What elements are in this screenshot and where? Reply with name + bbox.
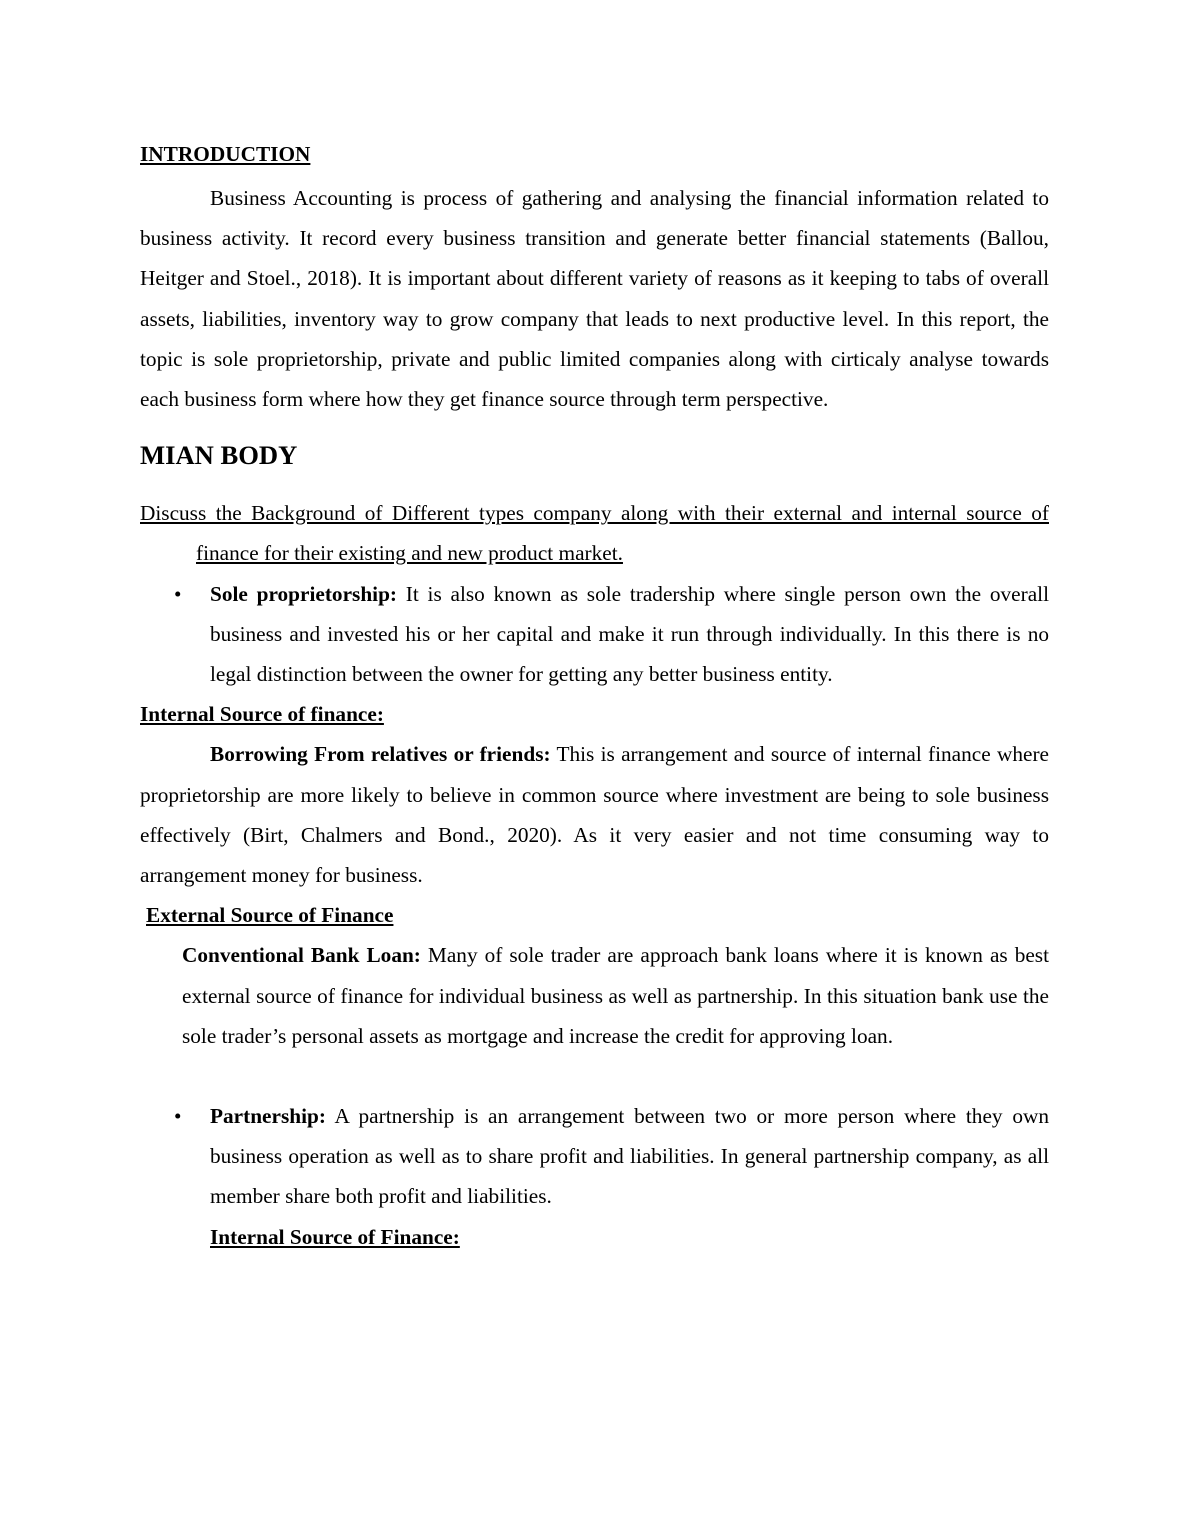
partnership-label: Partnership: bbox=[210, 1104, 326, 1129]
introduction-paragraph: Business Accounting is process of gathering and analysing the financial information related to business activity. It record every business transition and generate better financial statements (Ballou, Heitger and Stoel., 2018). It is important about different variety of reasons as it keeping to tabs of overall assets, liabilities, inventory way to grow company that leads to next productive level. In this report, the topic is sole proprietorship, private and public limited companies along with cirticaly analyse towards each business form where how they get finance source through term perspective. bbox=[140, 186, 1049, 412]
bank-loan-paragraph bbox=[140, 935, 1049, 1056]
sole-proprietorship-item bbox=[140, 574, 1049, 695]
partnership-item bbox=[140, 1096, 1049, 1217]
borrowing-paragraph bbox=[140, 734, 1049, 895]
bank-loan-label: Conventional Bank Loan: bbox=[182, 943, 421, 968]
sole-proprietorship-text: It is also known as sole tradership where single person own the overall business and invested his or her capital and make it run through individually. In this there is no legal distinction between the owner for getting any better business entity. bbox=[210, 581, 1049, 687]
blank-line bbox=[140, 1056, 1049, 1096]
main-body-heading: MIAN BODY bbox=[140, 440, 298, 471]
partnership-text: A partnership is an arrangement between two or more person where they own business operation as well as to share profit and liabilities. In general partnership company, as all member share both profit and liabilities. bbox=[210, 1104, 1049, 1209]
borrowing-text: This is arrangement and source of internal finance where proprietorship are more likely to believe in common source where investment are being to sole business effectively (Birt, Chalmers and Bond., 2020). As it very easier and not time consuming way to arrangement money for business. bbox=[140, 742, 1049, 888]
partnership-internal-source-heading: Internal Source of Finance: bbox=[210, 1224, 460, 1249]
bank-loan-text: Many of sole trader are approach bank loans where it is known as best external source of finance for individual business as well as partnership. In this situation bank use the sole trader’s personal assets as mortgage and increase the credit for approving loan. bbox=[182, 943, 1050, 1048]
bullet-icon: • bbox=[174, 581, 182, 606]
internal-source-heading: Internal Source of finance: bbox=[140, 702, 384, 727]
sole-proprietorship-label: Sole proprietorship: bbox=[210, 581, 398, 606]
external-source-heading: External Source of Finance bbox=[146, 903, 394, 928]
borrowing-label: Borrowing From relatives or friends: bbox=[210, 742, 551, 767]
introduction-heading: INTRODUCTION bbox=[140, 142, 311, 166]
discuss-subheading: Discuss the Background of Different types company along with their external and internal source of finance for their existing and new product market. bbox=[140, 501, 1049, 566]
bullet-icon: • bbox=[174, 1104, 182, 1129]
document-page bbox=[140, 138, 1049, 1257]
